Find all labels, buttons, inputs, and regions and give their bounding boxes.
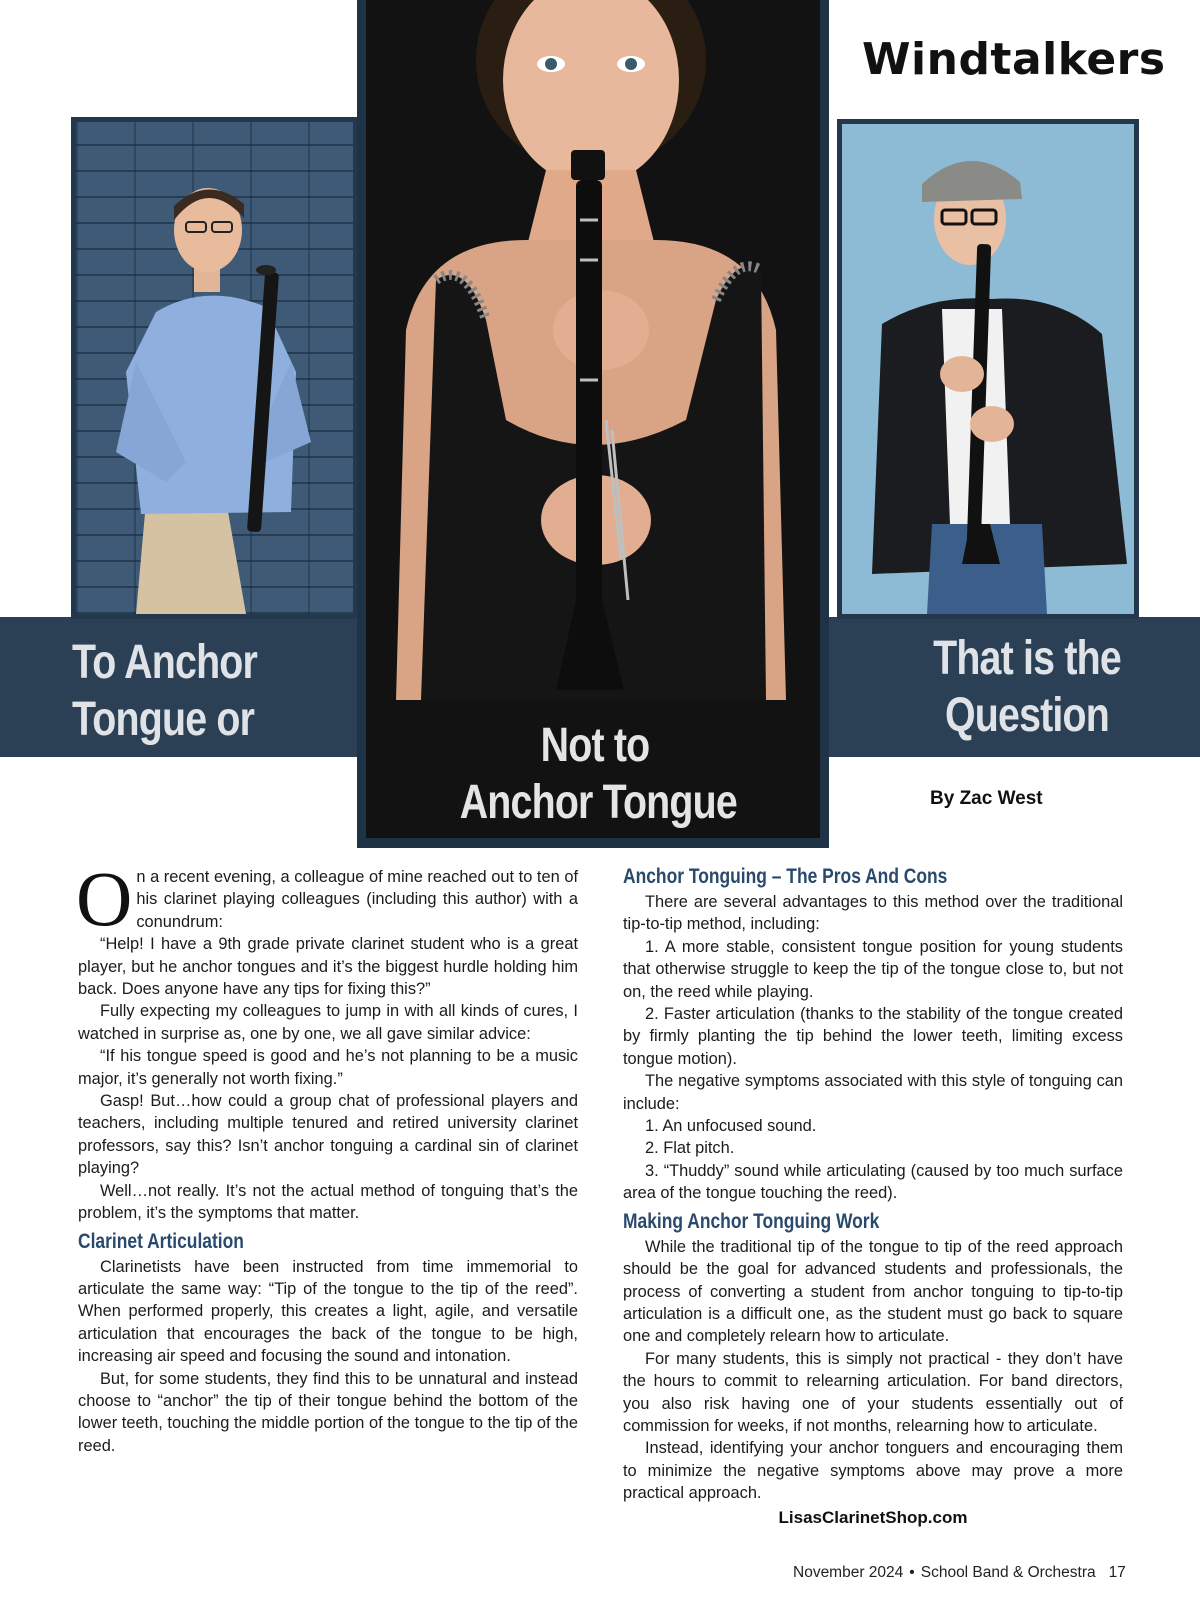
photo-clarinetist-left [71, 117, 358, 619]
dropcap: O [76, 855, 133, 942]
list-item: 2. Flat pitch. [645, 1139, 735, 1158]
paragraph: Clarinetists have been instructed from time immemorial to articulate the same way: “Tip of the tongue to the tip of the reed”. When performed properly, this creates a light, agile, and versatile articulation that encourages the back of the tongue to be high, increasing air speed and focusing the sound and intonation. [78, 1257, 578, 1366]
paragraph: But, for some students, they find this to be unnatural and instead choose to “anchor” the tip of their tongue behind the bottom of the lower teeth, touching the middle portion of the tongue to the tip of the reed. [78, 1369, 578, 1455]
article-column-right [623, 866, 1123, 1529]
footer-date: November 2024 [793, 1564, 904, 1581]
headline-left-line2: Tongue or [72, 693, 255, 746]
headline-right [920, 630, 1133, 744]
paragraph: For many students, this is simply not practical - they don’t have the hours to commit to relearning articulation. For band directors, you also risk having one of your students essentially out of commission for weeks, if not months, relearning how to articulate. [623, 1349, 1123, 1435]
subheading-making-anchor-tonguing-work: Making Anchor Tonguing Work [623, 1209, 880, 1233]
paragraph: Fully expecting my colleagues to jump in with all kinds of cures, I watched in surprise as, one by one, we all gave similar advice: [78, 1002, 578, 1043]
byline: By Zac West [930, 788, 1043, 809]
page-footer [793, 1564, 1126, 1582]
paragraph: Instead, identifying your anchor tonguers and encouraging them to minimize the negative symptoms above may prove a more practical approach. [623, 1439, 1123, 1503]
subheading-pros-cons: Anchor Tonguing – The Pros And Cons [623, 865, 948, 888]
paragraph: On a recent evening, a colleague of mine reached out to ten of his clarinet playing colleagues (including this author) with a conundrum: [76, 855, 578, 942]
headline-center-line2: Anchor Tongue [459, 776, 737, 829]
photo-clarinetist-right [837, 119, 1139, 619]
paragraph: While the traditional tip of the tongue to tip of the reed approach should be the goal for advanced students and professionals, the process of converting a student from anchor tonguing to tip-to-tip articulation is a difficult one, as the student must go back to square one and completely relearn how to articulate. [623, 1237, 1123, 1346]
article-column-left [76, 855, 578, 1457]
page-number: 17 [1108, 1564, 1126, 1581]
paragraph: The negative symptoms associated with this style of tonguing can include: [623, 1072, 1123, 1113]
list-item: 3. “Thuddy” sound while articulating (caused by too much surface area of the tongue touching the reed). [623, 1161, 1123, 1203]
paragraph: Gasp! But…how could a group chat of professional players and teachers, including multiple tenured and retired university clarinet professors, say this? Isn’t anchor tonguing a cardinal sin of clarinet playing? [78, 1092, 578, 1178]
subheading-clarinet-articulation: Clarinet Articulation [78, 1229, 244, 1253]
shop-website-link[interactable]: LisasClarinetShop.com [778, 1507, 968, 1527]
section-title: Windtalkers [862, 34, 1166, 85]
footer-bullet: • [909, 1564, 915, 1581]
paragraph: “Help! I have a 9th grade private clarinet student who is a great player, but he anchor tongues and it’s the biggest hurdle holding him back. Does anyone have any tips for fixing this?” [78, 935, 578, 999]
list-item: 1. An unfocused sound. [645, 1117, 817, 1136]
list-item: 1. A more stable, consistent tongue position for young students that otherwise struggle to keep the tip of the tongue close to, but not on, the reed while playing. [623, 937, 1123, 1001]
headline-center [459, 717, 737, 831]
headline-left-line1: To Anchor [72, 636, 258, 689]
paragraph: There are several advantages to this method over the traditional tip-to-tip method, including: [623, 893, 1123, 934]
headline-right-line2: Question [944, 689, 1109, 742]
footer-publication: School Band & Orchestra [920, 1564, 1096, 1581]
paragraph: Well…not really. It’s not the actual method of tonguing that’s the problem, it’s the symptoms that matter. [78, 1181, 578, 1223]
headline-center-line1: Not to [540, 719, 650, 772]
headline-right-line1: That is the [933, 632, 1121, 685]
paragraph: “If his tongue speed is good and he’s not planning to be a music major, it’s generally not worth fixing.” [78, 1047, 578, 1088]
list-item: 2. Faster articulation (thanks to the stability of the tongue created by firmly planting the tip behind the lower teeth, limiting excess tongue motion). [623, 1005, 1123, 1068]
headline-left [72, 634, 257, 748]
